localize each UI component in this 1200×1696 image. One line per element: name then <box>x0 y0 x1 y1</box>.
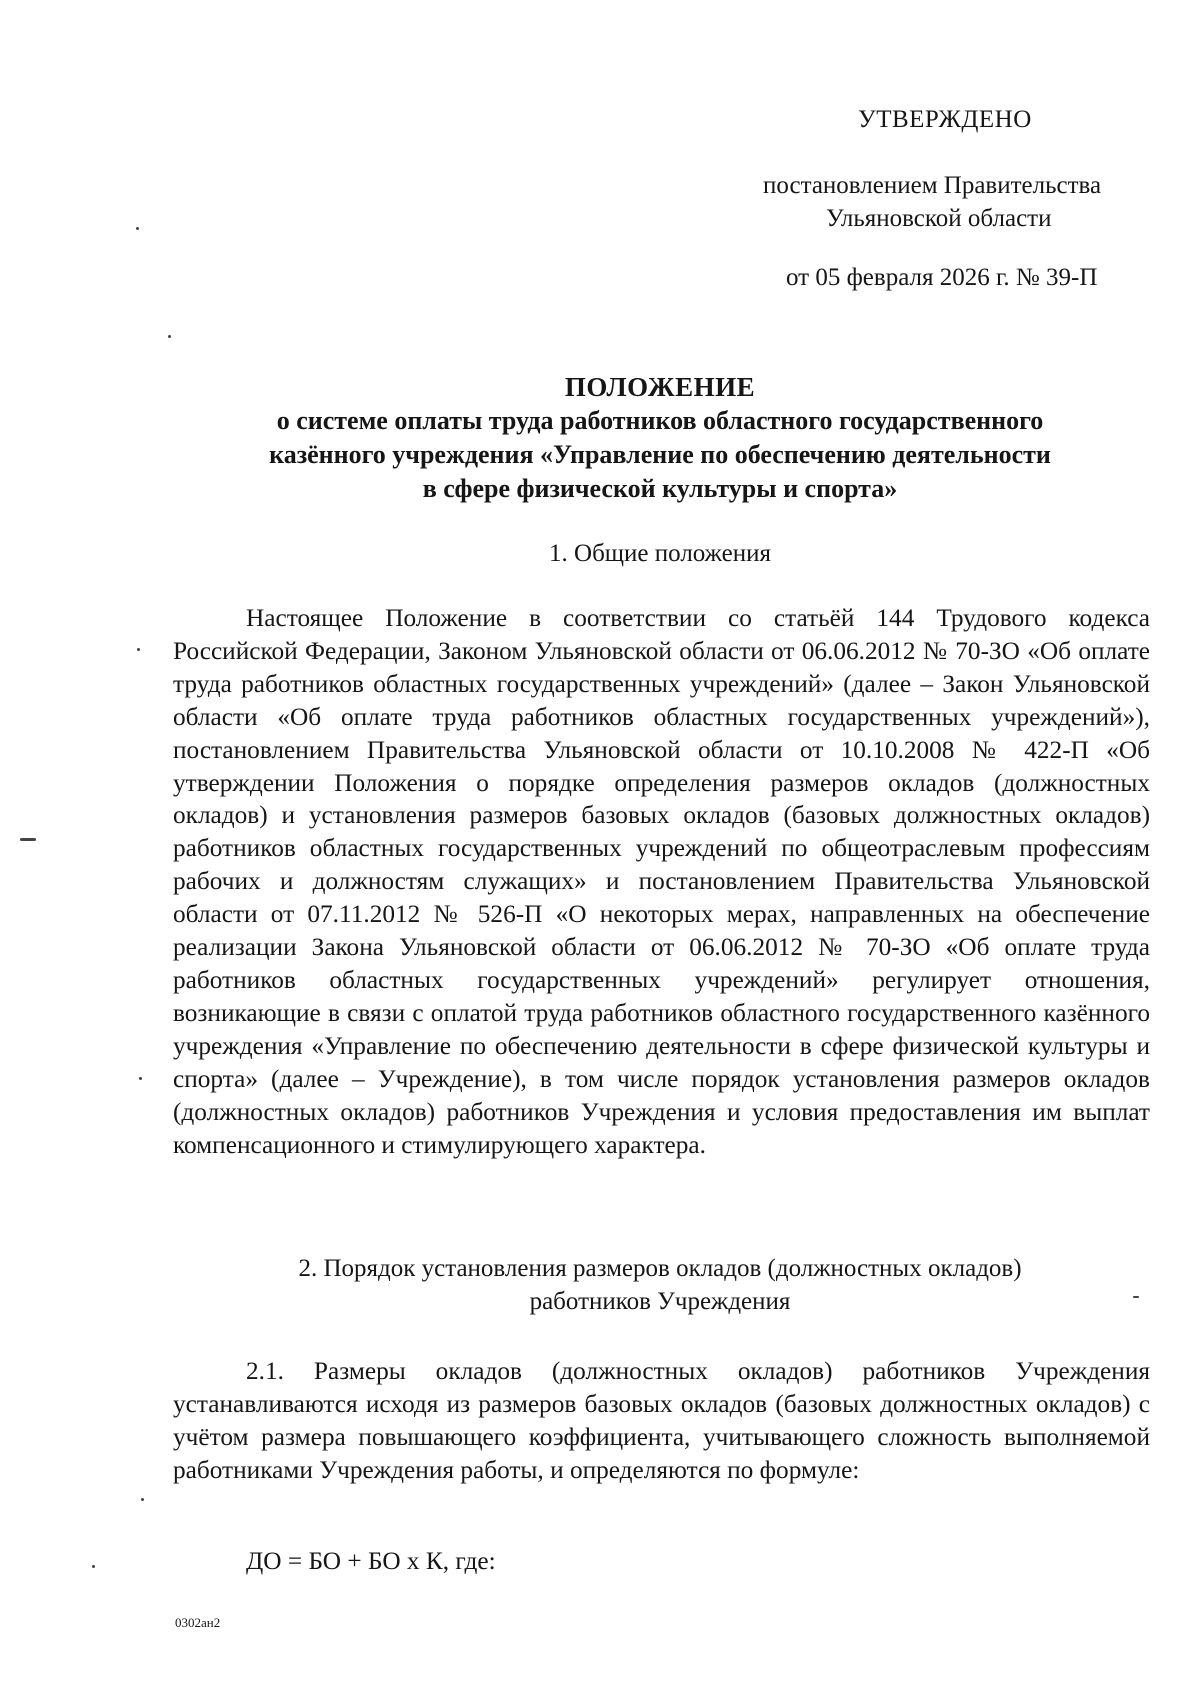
section-2-heading-line-1: 2. Порядок установления размеров окладов (должностных окладов) <box>298 1255 1022 1282</box>
scan-speck <box>137 648 140 651</box>
title-line-1: о системе оплаты труда работников областного государственного <box>276 406 1044 435</box>
title-line-3: в сфере физической культуры и спорта» <box>422 474 898 503</box>
approval-date: от 05 февраля 2026 г. № 39-П <box>786 264 1098 291</box>
title-main: ПОЛОЖЕНИЕ <box>564 372 756 402</box>
intro-paragraph: Настоящее Положение в соответствии со статьёй 144 Трудового кодекса Российской Федерации, Законом Ульяновской области от 06.06.2012 № 70-ЗО «Об оплате труда работников областных государственных учреждений» (далее – Закон Ульяновской области «Об оплате труда работников областных государственных учреждений»), постановлением Правительства Ульяновской области от 10.10.2008 № 422-П «Об утверждении Положения о порядке определения размеров окладов (должностных окладов) и установления размеров базовых окладов (базовых должностных окладов) работников областных государственных учреждений по общеотраслевым профессиям рабочих и должностям служащих» и постановлением Правительства Ульяновской области от 07.11.2012 № 526-П «О некоторых мерах, направленных на обеспечение реализации Закона Ульяновской области от 06.06.2012 № 70-ЗО «Об оплате труда работников областных государственных учреждений» регулирует отношения, возникающие в связи с оплатой труда работников областного государственного казённого учреждения «Управление по обеспечению деятельности в сфере физической культуры и спорта» (далее – Учреждение), в том числе порядок установления размеров окладов (должностных окладов) работников Учреждения и условия предоставления им выплат компенсационного и стимулирующего характера. <box>173 604 1150 1159</box>
section-2-heading-line-2: работников Учреждения <box>529 1288 791 1315</box>
scan-speck <box>92 1565 95 1568</box>
paragraph-2-1: 2.1. Размеры окладов (должностных окладов) работников Учреждения устанавливаются исходя из размеров базовых окладов (базовых должностных окладов) с учётом размера повышающего коэффициента, учитывающего сложность выполняемой работниками Учреждения работы, и определяются по формуле: <box>173 1357 1150 1484</box>
approval-issuer-line1: постановлением Правительства <box>763 172 1102 199</box>
scan-speck <box>136 227 139 230</box>
scan-speck <box>168 335 171 338</box>
document-title <box>160 370 1160 506</box>
scan-speck <box>20 838 36 841</box>
scan-speck <box>139 1077 142 1080</box>
section-2-heading <box>160 1252 1160 1318</box>
section-1-heading: 1. Общие положения <box>549 540 771 567</box>
document-code: 0302ан2 <box>175 1615 221 1630</box>
approved-label: УТВЕРЖДЕНО <box>858 106 1032 133</box>
approval-issuer-line2: Ульяновской области <box>826 205 1052 232</box>
salary-formula: ДО = БО + БО х К, где: <box>246 1547 496 1575</box>
scan-speck <box>141 1498 144 1501</box>
title-line-2: казённого учреждения «Управление по обеспечению деятельности <box>269 440 1051 469</box>
scan-speck <box>1133 1296 1139 1298</box>
